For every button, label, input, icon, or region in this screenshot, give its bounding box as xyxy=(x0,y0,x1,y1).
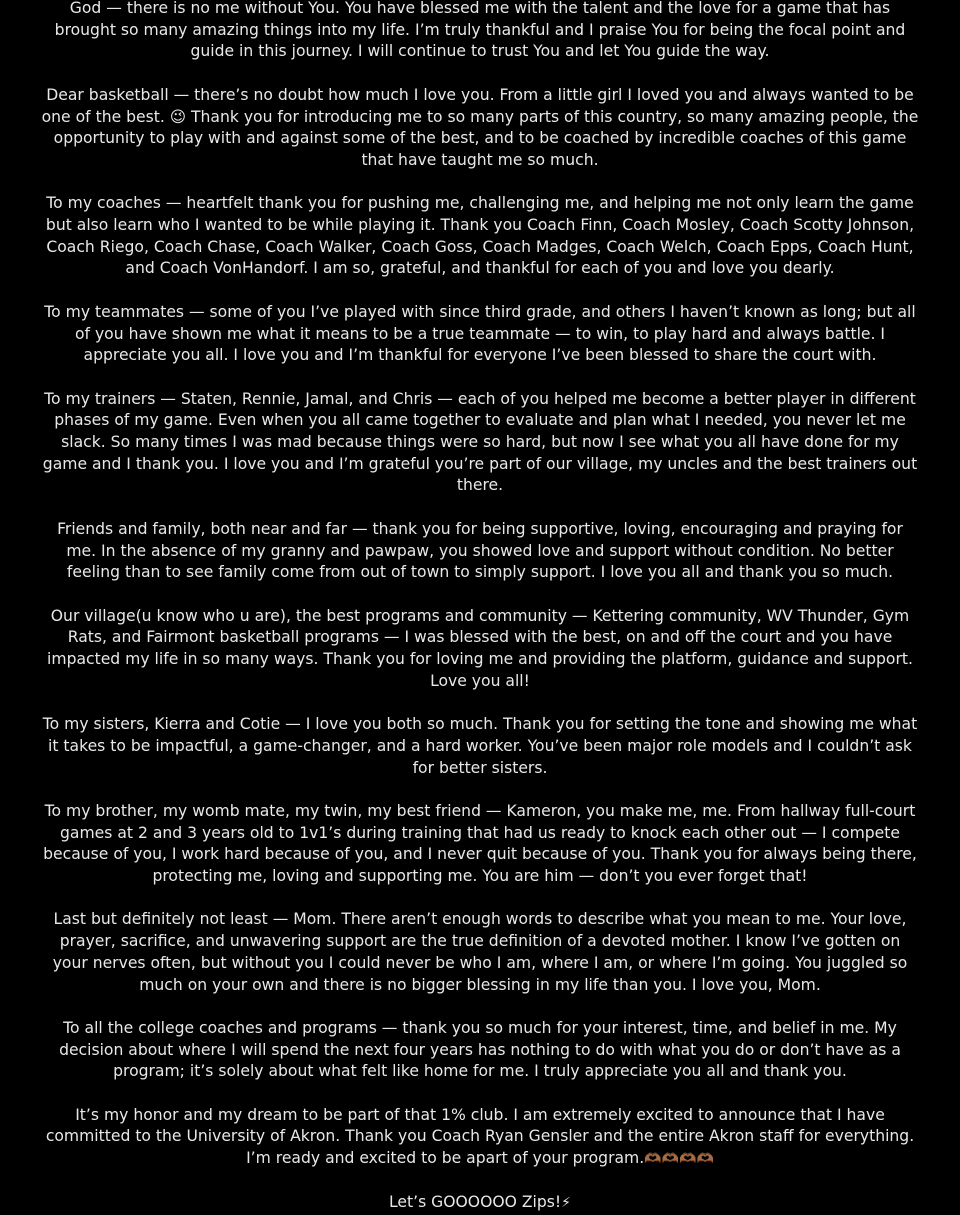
paragraph-signoff xyxy=(40,1192,920,1215)
heart-hands-icon: 🫶🏾🫶🏾🫶🏾🫶🏾 xyxy=(644,1151,714,1168)
signoff-text: Let’s GOOOOOO Zips! xyxy=(389,1193,562,1212)
lightning-icon: ⚡ xyxy=(561,1195,571,1212)
announcement-text: It’s my honor and my dream to be part of that 1% club. I am extremely excited to announce that I have committed to the University of Akron. Thank you Coach Ryan Gensler and the entire Akron staff for everything. I’m ready and excited to be apart of your program. xyxy=(45,1105,915,1168)
paragraph-god: God — there is no me without You. You have blessed me with the talent and the love for a game that has brought so many amazing things into my life. I’m truly thankful and I praise You for being the focal point and guide in this journey. I will continue to trust You and let You guide the way. xyxy=(54,0,906,61)
paragraph-college-coaches: To all the college coaches and programs — thank you so much for your interest, time, and belief in me. My decision about where I will spend the next four years has nothing to do with what you do or don’t have as a program; it’s solely about what felt like home for me. I truly appreciate you all and thank you. xyxy=(59,1018,901,1081)
paragraph-coaches: To my coaches — heartfelt thank you for pushing me, challenging me, and helping me not only learn the game but also learn who I wanted to be while playing it. Thank you Coach Finn, Coach Mosley, Coach Scotty Johnson, Coach Riego, Coach Chase, Coach Walker, Coach Goss, Coach Madges, Coach Welch, Coach Epps, Coach Hunt, and Coach VonHandorf. I am so, grateful, and thankful for each of you and love you dearly. xyxy=(45,194,915,278)
paragraph-mom: Last but definitely not least — Mom. There aren’t enough words to describe what you mean to me. Your love, prayer, sacrifice, and unwavering support are the true definition of a devoted mother. I know I’ve gotten on your nerves often, but without you I could never be who I am, where I am, or where I’m going. You juggled so much on your own and there is no bigger blessing in my life than you. I love you, Mom. xyxy=(52,910,908,994)
paragraph-trainers: To my trainers — Staten, Rennie, Jamal, and Chris — each of you helped me become a better player in different phases of my game. Even when you all came together to evaluate and plan what I needed, you never let me slack. So many times I was mad because things were so hard, but now I see what you all have done for my game and I thank you. I love you and I’m grateful you’re part of our village, my uncles and the best trainers out there. xyxy=(42,389,918,495)
paragraph-sisters: To my sisters, Kierra and Cotie — I love you both so much. Thank you for setting the tone and showing me what it takes to be impactful, a game-changer, and a hard worker. You’ve been major role models and I couldn’t ask for better sisters. xyxy=(42,715,918,777)
paragraph-announcement xyxy=(40,1105,920,1171)
paragraph-friends-family: Friends and family, both near and far — thank you for being supportive, loving, encouraging and praying for me. In the absence of my granny and pawpaw, you showed love and support without condition. No better feeling than to see family come from out of town to simply support. I love you all and thank you so much. xyxy=(57,519,903,582)
paragraph-teammates: To my teammates — some of you I’ve played with since third grade, and others I haven’t known as long; but all of you have shown me what it means to be a true teammate — to win, to play hard and always battle. I appreciate you all. I love you and I’m thankful for everyone I’ve been blessed to share the court with. xyxy=(44,302,916,365)
letter-body xyxy=(40,0,920,1215)
paragraph-village: Our village(u know who u are), the best programs and community — Kettering community, WV Thunder, Gym Rats, and Fairmont basketball programs — I was blessed with the best, on and off the court and you have impacted my life in so many ways. Thank you for loving me and providing the platform, guidance and support. Love you all! xyxy=(47,606,913,690)
paragraph-basketball: Dear basketball — there’s no doubt how much I love you. From a little girl I loved you and always wanted to be one of the best. 😉 Thank you for introducing me to so many parts of this country, so many amazing people, the opportunity to play with and against some of the best, and to be coached by incredible coaches of this game that have taught me so much. xyxy=(41,85,919,169)
paragraph-brother: To my brother, my womb mate, my twin, my best friend — Kameron, you make me, me. From hallway full-court games at 2 and 3 years old to 1v1’s during training that had us ready to knock each other out — I compete because of you, I work hard because of you, and I never quit because of you. Thank you for always being there, protecting me, loving and supporting me. You are him — don’t you ever forget that! xyxy=(43,801,917,885)
